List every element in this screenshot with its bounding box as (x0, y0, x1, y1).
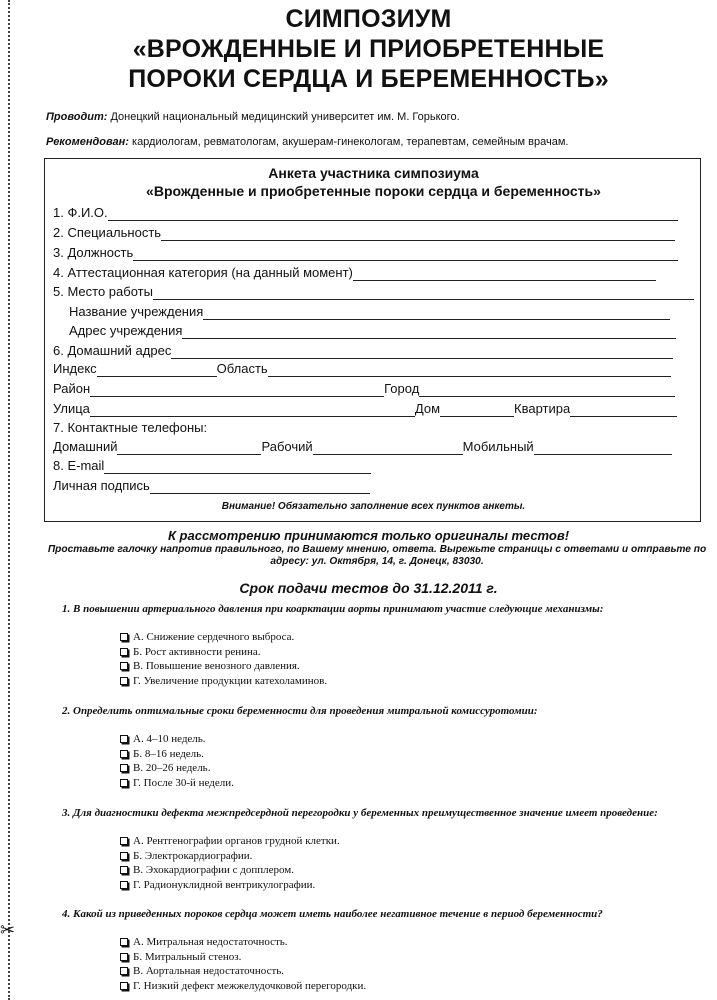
district-city-row (53, 379, 675, 397)
institution-address-row (69, 321, 676, 339)
form-notice: Внимание! Обязательно заполнение всех пунктов анкеты. (221, 501, 526, 512)
page-title-line3: ПОРОКИ СЕРДЦА И БЕРЕМЕННОСТЬ» (128, 65, 609, 93)
email-field[interactable] (104, 460, 371, 474)
email-row (53, 456, 371, 474)
home-address-field[interactable] (171, 345, 673, 359)
answer-option[interactable] (120, 630, 327, 645)
cut-line (8, 0, 10, 1000)
home-phone-field[interactable] (117, 441, 261, 455)
recommended-value: кардиологам, ревматологам, акушерам-гинекологам, терапевтам, семейным врачам. (128, 136, 569, 148)
institution-name-label: Название учреждения (69, 304, 204, 319)
answer-label: А. 4–10 недель. (133, 733, 206, 745)
host-line (46, 110, 460, 124)
answer-label: В. 20–26 недель. (133, 762, 211, 775)
checkbox-icon[interactable] (120, 648, 128, 656)
phones-row (53, 437, 672, 455)
answer-label: А. Рентгенографии органов грудной клетки. (133, 835, 340, 847)
city-label: Город (384, 381, 420, 396)
answer-label: Б. 8–16 недель. (133, 747, 204, 760)
email-label: 8. E-mail (53, 458, 105, 473)
index-region-row (53, 359, 671, 377)
page-title-line2: «ВРОЖДЕННЫЕ И ПРИОБРЕТЕННЫЕ (132, 35, 605, 63)
answer-label: В. Повышение венозного давления. (133, 660, 300, 673)
street-field[interactable] (90, 403, 415, 417)
institution-address-label: Адрес учреждения (69, 323, 183, 338)
category-label: 4. Аттестационная категория (на данный момент) (53, 265, 353, 280)
work-phone-field[interactable] (313, 441, 463, 455)
participant-form (44, 158, 701, 522)
category-field[interactable] (353, 267, 656, 281)
answer-option[interactable] (120, 878, 340, 893)
recommended-label: Рекомендован: (46, 136, 129, 148)
checkbox-icon[interactable] (120, 633, 128, 641)
host-value: Донецкий национальный медицинский университет им. М. Горького. (107, 111, 460, 123)
checkbox-icon[interactable] (120, 764, 128, 772)
answer-option[interactable] (120, 950, 366, 965)
originals-notice: К рассмотрению принимаются только оригиналы тестов! (167, 528, 570, 543)
signature-label: Личная подпись (53, 478, 150, 493)
checkbox-icon[interactable] (120, 735, 128, 743)
house-field[interactable] (440, 403, 514, 417)
answers-3 (120, 834, 340, 892)
position-row (53, 243, 678, 261)
district-label: Район (53, 381, 91, 396)
answer-label: Б. Митральный стеноз. (133, 950, 242, 963)
fio-label: 1. Ф.И.О. (53, 205, 108, 220)
answers-1 (120, 630, 327, 688)
phones-label: 7. Контактные телефоны: (53, 420, 208, 435)
category-row (53, 263, 656, 281)
region-field[interactable] (268, 363, 671, 377)
checkbox-icon[interactable] (120, 967, 128, 975)
answer-label: А. Снижение сердечного выброса. (133, 631, 295, 643)
checkbox-icon[interactable] (120, 938, 128, 946)
institution-name-field[interactable] (203, 306, 670, 320)
question-3: 3. Для диагностики дефекта межпредсердной перегородки у беременных преимущественное значение имеет проведение: (62, 807, 658, 819)
checkbox-icon[interactable] (120, 953, 128, 961)
answer-label: Г. Низкий дефект межжелудочковой перегородки. (133, 979, 367, 992)
index-label: Индекс (53, 361, 97, 376)
mobile-phone-label: Мобильный (462, 439, 534, 454)
house-label: Дом (414, 401, 441, 416)
signature-row (53, 476, 370, 494)
workplace-label: 5. Место работы (53, 284, 153, 299)
answer-option[interactable] (120, 849, 340, 864)
form-title: Анкета участника симпозиума (268, 165, 479, 181)
institution-address-field[interactable] (182, 325, 676, 339)
recommended-line (46, 135, 568, 149)
fio-row (53, 203, 678, 221)
answer-option[interactable] (120, 674, 327, 689)
checkbox-icon[interactable] (120, 677, 128, 685)
position-field[interactable] (133, 247, 678, 261)
position-label: 3. Должность (53, 245, 134, 260)
checkbox-icon[interactable] (120, 837, 128, 845)
signature-field[interactable] (150, 480, 370, 494)
answer-option[interactable] (120, 979, 366, 994)
checkbox-icon[interactable] (120, 662, 128, 670)
host-label: Проводит: (46, 111, 108, 123)
index-field[interactable] (97, 363, 217, 377)
district-field[interactable] (90, 383, 384, 397)
workplace-field[interactable] (153, 286, 694, 300)
answer-label: Г. После 30-й недели. (133, 776, 234, 789)
page-title-line1: СИМПОЗИУМ (285, 5, 452, 33)
answer-label: А. Митральная недостаточность. (133, 936, 288, 948)
workplace-row (53, 282, 694, 300)
checkbox-icon[interactable] (120, 881, 128, 889)
checkbox-icon[interactable] (120, 750, 128, 758)
scissors-icon: ✂ (0, 920, 16, 941)
question-2: 2. Определить оптимальные сроки беременности для проведения митральной комиссуротомии: (62, 705, 538, 717)
answer-option[interactable] (120, 935, 366, 950)
answer-option[interactable] (120, 834, 340, 849)
region-label: Область (216, 361, 268, 376)
question-1: 1. В повышении артериального давления при коарктации аорты принимают участие следующие механизмы: (62, 603, 604, 615)
answer-label: В. Аортальная недостаточность. (133, 965, 285, 978)
mobile-phone-field[interactable] (534, 441, 672, 455)
home-address-label: 6. Домашний адрес (53, 343, 172, 358)
fio-field[interactable] (108, 207, 678, 221)
answer-label: Г. Радионуклидной вентрикулографии. (133, 878, 316, 891)
answer-option[interactable] (120, 761, 234, 776)
specialty-row (53, 223, 675, 241)
street-label: Улица (53, 401, 90, 416)
apartment-field[interactable] (570, 403, 677, 417)
deadline-text: Срок подачи тестов до 31.12.2011 г. (239, 580, 498, 596)
apartment-label: Квартира (514, 401, 571, 416)
answer-option[interactable] (120, 732, 234, 747)
answer-option[interactable] (120, 659, 327, 674)
answers-4 (120, 935, 366, 993)
answer-label: В. Эхокардиографии с допплером. (133, 864, 294, 877)
form-subtitle: «Врожденные и приобретенные пороки сердца и беременность» (146, 183, 601, 199)
question-4: 4. Какой из приведенных пороков сердца может иметь наиболее негативное течение в период беременности? (62, 908, 603, 920)
street-row (53, 399, 677, 417)
answer-option[interactable] (120, 645, 327, 660)
home-address-row (53, 341, 673, 359)
work-phone-label: Рабочий (261, 439, 313, 454)
answer-option[interactable] (120, 964, 366, 979)
home-phone-label: Домашний (53, 439, 118, 454)
checkbox-icon[interactable] (120, 982, 128, 990)
checkbox-icon[interactable] (120, 852, 128, 860)
answers-2 (120, 732, 234, 790)
answer-label: Г. Увеличение продукции катехоламинов. (133, 674, 328, 687)
specialty-label: 2. Специальность (53, 225, 162, 240)
answer-option[interactable] (120, 747, 234, 762)
instructions-text: Проставьте галочку напротив правильного, по Вашему мнению, ответа. Вырежьте страницы с ответами и отправьте по адресу: ул. Октября, 14, г. Донецк, 83030. (47, 544, 707, 567)
answer-option[interactable] (120, 776, 234, 791)
answer-option[interactable] (120, 863, 340, 878)
specialty-field[interactable] (161, 227, 675, 241)
checkbox-icon[interactable] (120, 779, 128, 787)
answer-label: Б. Электрокардиографии. (133, 849, 253, 862)
answer-label: Б. Рост активности ренина. (133, 645, 261, 658)
checkbox-icon[interactable] (120, 866, 128, 874)
institution-name-row (69, 302, 670, 320)
city-field[interactable] (419, 383, 675, 397)
phones-header-row (53, 418, 207, 436)
